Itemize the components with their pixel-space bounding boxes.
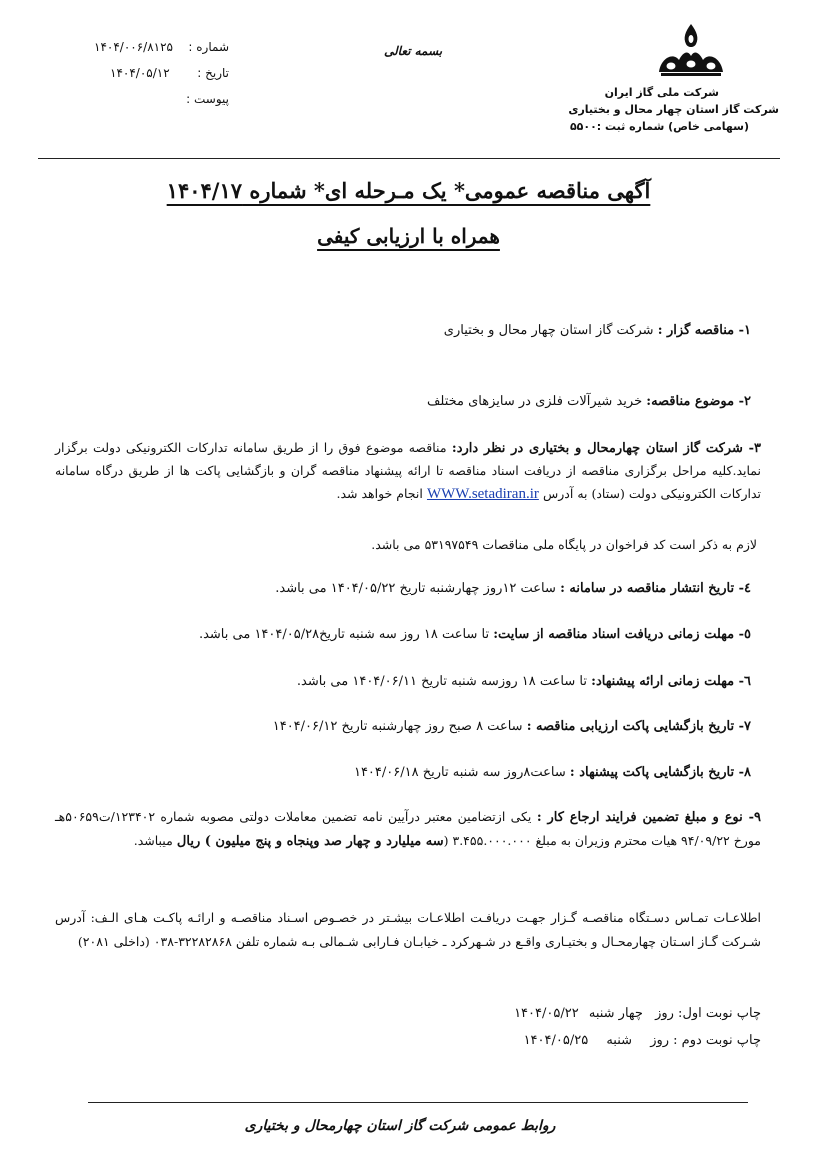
- setadiran-link[interactable]: WWW.setadiran.ir: [426, 486, 539, 502]
- item-3-text: مناقصه موضوع فوق را از طریق سامانه تدارکات الکترونیکی دولت برگزار نماید.کلیه مراحل برگزاری مناقصه از دریافت اسناد مناقصه تا ارائه پیشنهاد مناقصه گران و بازگشایی پاکت ها از طریق درگاه سامانه تدارکات الکترونیکی دولت (ستاد) به آدرس: [55, 440, 761, 501]
- item-4-text: ساعت ۱۲روز چهارشنبه تاریخ ۱۴۰۴/۰۵/۲۲ می باشد.: [275, 581, 556, 596]
- item-3-label: ۳- شرکت گاز استان چهارمحال و بختیاری در نظر دارد:: [451, 441, 761, 456]
- item-1-label: ۱- مناقصه گزار :: [657, 323, 751, 338]
- item-9-amount-words: سه میلیارد و چهار صد وپنجاه و پنج میلیون ) ریال: [176, 834, 444, 849]
- item-5: [61, 624, 751, 646]
- item-2-label: ۲- موضوع مناقصه:: [646, 394, 751, 409]
- item-6-label: ٦- مهلت زمانی ارائه پیشنهاد:: [591, 674, 751, 689]
- item-5-text: تا ساعت ۱۸ روز سه شنبه تاریخ۱۴۰۴/۰۵/۲۸ می باشد.: [198, 627, 490, 642]
- letter-date: ۱۴۰۴/۰۵/۱۲: [110, 66, 170, 80]
- item-5-label: ٥- مهلت زمانی دریافت اسناد مناقصه از سایت:: [493, 627, 751, 642]
- second-print: [524, 1030, 761, 1052]
- attachment-label: پیوست :: [186, 92, 229, 106]
- date-label: تاریخ :: [197, 66, 229, 80]
- item-9-label: ۹- نوع و مبلغ تضمین فرایند ارجاع کار :: [536, 810, 761, 825]
- item-7: [61, 716, 751, 738]
- first-print-date: ۱۴۰۴/۰۵/۲۲: [514, 1006, 579, 1021]
- basmala: بسمه تعالی: [384, 44, 443, 58]
- notice-title-line2: همراه با ارزیابی کیفی: [317, 224, 500, 248]
- item-2: [61, 391, 751, 413]
- item-9-text: یکی ازتضامین معتبر درآیین نامه تضمین معاملات دولتی مصوبه شماره ۱۲۳۴۰۲/ت۵۰۶۵۹هـ مورخ ۹۴/۰۹/۲۲ هیات محترم وزیران به مبلغ ۳.۴۵۵.۰۰۰.۰۰۰ (: [55, 809, 761, 848]
- second-print-date: ۱۴۰۴/۰۵/۲۵: [523, 1033, 589, 1048]
- first-print-label: چاپ نوبت اول: روز: [655, 1006, 761, 1021]
- item-7-text: ساعت ۸ صبح روز چهارشنبه تاریخ ۱۴۰۴/۰۶/۱۲: [272, 719, 523, 734]
- footer-divider: [88, 1102, 748, 1103]
- item-7-label: ۷- تاریخ بازگشایی پاکت ارزیابی مناقصه :: [526, 719, 751, 734]
- tender-code-note: لازم به ذکر است کد فراخوان در پایگاه ملی مناقصات ۵۳۱۹۷۵۴۹ می باشد.: [371, 537, 757, 552]
- contact-info: اطلاعـات تمـاس دسـتگاه مناقصـه گـزار جهـت دریافـت اطلاعـات بیشـتر در خصـوص اسـناد مناقصـه و ارائـه پاکـت هـای الـف: آدرس شـرکت گـاز اسـتان چهارمحـال و بختیـاری واقـع در شـهرکرد ـ خیابـان فـارابی شـمالی بـه شماره تلفن ۳۲۲۸۲۸۶۸-۰۳۸ (داخلی ۲۰۸۱): [55, 910, 761, 949]
- item-4: [61, 578, 751, 600]
- province-company-name: شرکت گاز استان چهار محال و بختیاری: [568, 103, 779, 116]
- header-divider: [38, 158, 780, 159]
- item-6-text: تا ساعت ۱۸ روزسه شنبه تاریخ ۱۴۰۴/۰۶/۱۱ می باشد.: [296, 674, 587, 689]
- registration-number: (سهامی خاص) شماره ثبت :۵۵۰۰: [569, 120, 749, 133]
- notice-subtitle: [60, 224, 757, 248]
- item-2-text: خرید شیرآلات فلزی در سایزهای مختلف: [426, 394, 643, 409]
- second-print-label: چاپ نوبت دوم : روز: [650, 1033, 761, 1048]
- first-print-day: چهار شنبه: [588, 1006, 643, 1021]
- item-4-label: ٤- تاریخ انتشار مناقصه در سامانه :: [560, 581, 751, 596]
- item-8-label: ۸- تاریخ بازگشایی پاکت پیشنهاد :: [569, 765, 751, 780]
- item-8: [61, 762, 751, 784]
- letter-number: ۱۴۰۴/۰۰۶/۸۱۲۵: [94, 40, 173, 54]
- item-3-text-end: انجام خواهد شد.: [336, 486, 423, 501]
- item-1-text: شرکت گاز استان چهار محال و بختیاری: [443, 323, 654, 338]
- item-1: [61, 320, 751, 342]
- item-6: [61, 671, 751, 693]
- notice-title: [60, 178, 757, 203]
- item-3: [55, 437, 761, 506]
- number-label: شماره :: [188, 40, 229, 54]
- item-9-text-end: میباشد.: [133, 833, 173, 848]
- company-name: شرکت ملی گاز ایران: [604, 86, 719, 99]
- notice-title-line1: آگهی مناقصه عمومی* یک مـرحله ای* شماره ۱۴۰۴/۱۷: [166, 178, 651, 203]
- first-print: [514, 1003, 761, 1025]
- footer-public-relations: روابط عمومی شرکت گاز استان چهارمحال و بختیاری: [244, 1118, 556, 1134]
- nigc-flame-logo: [655, 22, 727, 84]
- item-9: [55, 806, 761, 854]
- item-8-text: ساعت۸روز سه شنبه تاریخ ۱۴۰۴/۰۶/۱۸: [353, 765, 566, 780]
- second-print-day: شنبه: [606, 1033, 633, 1048]
